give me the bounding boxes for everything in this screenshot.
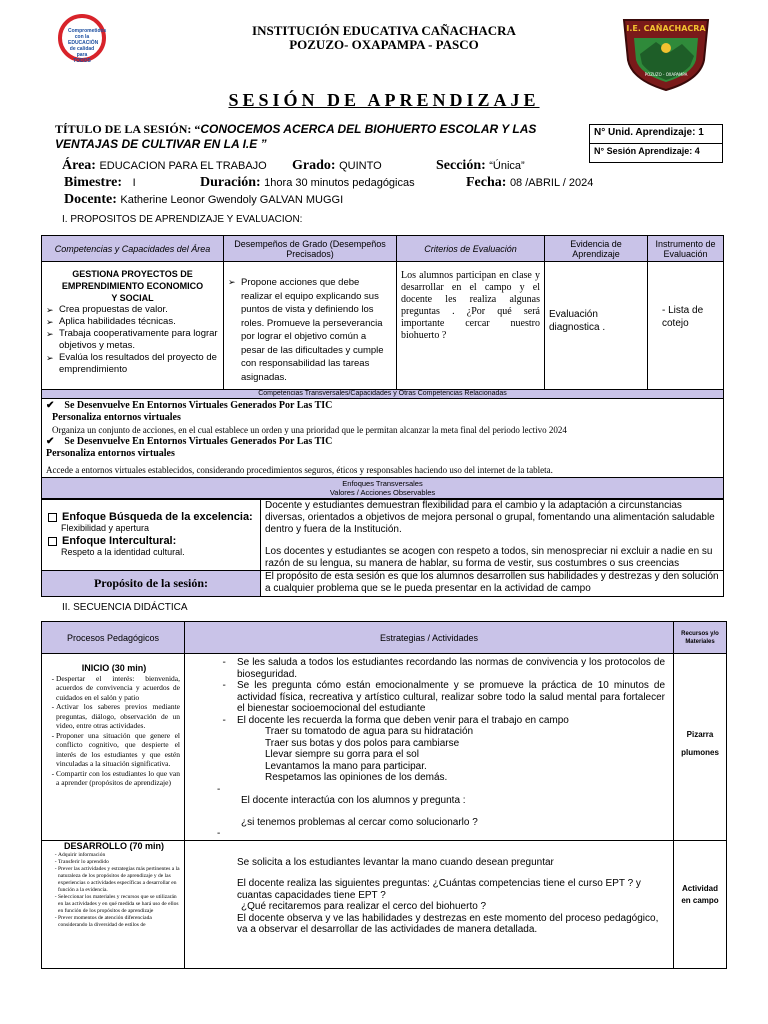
list-item: - Se les pregunta cómo están emocionalmente y se promueve la práctica de 10 minutos de actividad física, recreativa y artístico cultural, realizar sobre todo la salud mental para fortalecer el bienestar socioemocional del estudiante [237, 680, 665, 715]
session-title: SESIÓN DE APRENDIZAJE [228, 90, 540, 110]
recurso-actividad: Actividad [681, 883, 718, 893]
inicio-recursos-cell [674, 654, 727, 841]
unit-box [589, 124, 723, 163]
list-item: - Prever las actividades y estrategias más pertinentes a la naturaleza de los propósitos de aprendizaje y de las experiencias o actividades específicas a desarrollar en función a la evidencia. [58, 866, 180, 894]
section-1-heading: I. PROPOSITOS DE APRENDIZAJE Y EVALUACION: [62, 214, 303, 225]
evidencia-cell: Evaluación diagnostica . [545, 262, 648, 390]
inicio-list [189, 726, 665, 784]
th-instrumento: Instrumento de Evaluación [648, 236, 724, 262]
desempeno-cell [224, 262, 397, 390]
desarrollo-procesos-cell [42, 840, 185, 968]
bimestre-field: Bimestre: I [64, 175, 136, 190]
list-item: - Despertar el interés: bienvenida, acuerdos de convivencia y acuerdos de cuidados en el salón y patio [56, 674, 180, 703]
recurso-campo: en campo [681, 895, 719, 905]
propositos-table [41, 235, 724, 499]
list-item: ➢ Evalúa los resultados del proyecto de emprendimiento [46, 352, 219, 376]
list-item: Traer sus botas y dos polos para cambiarse [265, 737, 460, 749]
list-item: Levantamos la mano para participar. [265, 760, 427, 772]
transversal-2-sub: Personaliza entornos virtuales [46, 448, 175, 459]
school-name: INSTITUCIÓN EDUCATIVA CAÑACHACRA [252, 23, 516, 38]
list-item: Respetamos las opiniones de los demás. [265, 772, 448, 783]
enfoques-table [41, 499, 724, 597]
transversal-1-desc: Organiza un conjunto de acciones, en el cual establece un orden y una prioridad que le permitan alcanzar la meta final del periodo lectivo 2024 [52, 425, 567, 435]
transversales-header: Competencias Transversales/Capacidades y Otras Competencias Relacionadas [42, 390, 724, 399]
recurso-plumones: plumones [681, 748, 719, 757]
enfoque-1-desc: Docente y estudiantes demuestran flexibilidad para el cambio y la adaptación a circunstancias diversas, orientados a objetivos de mejora personal o grupal, fomentando una alimentación saludable dentro y fuera de la Institución. [265, 500, 715, 535]
transversales-cell [42, 399, 724, 478]
school-location: POZUZO- OXAPAMPA - PASCO [289, 37, 479, 52]
seccion-field: Sección: “Única” [436, 158, 525, 173]
enfoque-2-desc: Los docentes y estudiantes se acogen con respeto a todos, sin menospreciar ni excluir a nadie en su razón de su lengua, su manera de hablar, su forma de vestir, sus costumbres o sus creencias [265, 546, 713, 569]
desarrollo-p2: El docente realiza las siguientes preguntas: ¿Cuántas competencias tiene el curso EPT ? y cuantas capacidades tiene EPT ? [237, 878, 641, 901]
list-item: - Activar los saberes previos mediante preguntas, diálogo, observación de un video, entre otras actividades. [56, 702, 180, 731]
th-procesos: Procesos Pedagógicos [42, 622, 185, 654]
th-desempenos: Desempeños de Grado (Desempeños Precisados) [224, 236, 397, 262]
grado-field: Grado: QUINTO [292, 158, 382, 173]
instrumento-cell: - Lista de cotejo [648, 262, 724, 390]
enfoque-2-title: Enfoque Intercultural: [48, 536, 256, 547]
th-competencias: Competencias y Capacidades del Área [42, 236, 224, 262]
list-item: Traer su tomatodo de agua para su hidratación [265, 726, 474, 737]
fecha-field: Fecha: 08 /ABRIL / 2024 [466, 175, 594, 190]
list-item: ➢ Crea propuestas de valor. [46, 304, 219, 316]
inicio-q2: ¿si tenemos problemas al cercar como solucionarlo ? [241, 816, 478, 828]
inicio-q1: El docente interactúa con los alumnos y pregunta : [241, 795, 466, 806]
th-estrategias: Estrategias / Actividades [185, 622, 674, 654]
area-field: Área: EDUCACION PARA EL TRABAJO [62, 158, 267, 173]
enfoque-1-title: Enfoque Búsqueda de la excelencia: [48, 512, 256, 523]
proposito-label: Propósito de la sesión: [42, 571, 261, 597]
list-item: Llevar siempre su gorra para el sol [265, 749, 419, 760]
transversal-2-desc: Accede a entornos virtuales establecidos, considerando procedimientos seguros, éticos y responsables haciendo uso del internet de la tableta. [46, 465, 553, 475]
desarrollo-title: DESARROLLO (70 min) [63, 840, 164, 851]
inicio-procesos-cell [42, 654, 185, 841]
inicio-acts [189, 657, 665, 726]
secuencia-table [41, 621, 727, 969]
th-evidencia: Evidencia de Aprendizaje [545, 236, 648, 262]
desarrollo-actividades-cell [185, 840, 674, 968]
topic-text: CONOCEMOS ACERCA DEL BIOHUERTO ESCOLAR Y LAS VENTAJAS DE CULTIVAR EN LA I.E ” [55, 122, 537, 151]
crest-sub: POZUZO - OXAPAMPA [644, 72, 688, 77]
enfoques-header: Enfoques Transversales Valores / Acciones Observables [42, 478, 724, 499]
recurso-pizarra: Pizarra [686, 730, 714, 739]
section-2-heading: II. SECUENCIA DIDÁCTICA [62, 602, 188, 613]
enfoque-1-sub: Flexibilidad y apertura [61, 523, 150, 533]
list-item: ➢ Aplica habilidades técnicas. [46, 316, 219, 328]
transversal-1-sub: Personaliza entornos virtuales [52, 412, 181, 423]
docente-field: Docente: Katherine Leonor Gwendoly GALVAN MUGGI [64, 192, 344, 207]
list-item: - Transferir lo aprendido [58, 859, 180, 866]
desarrollo-items [48, 852, 180, 929]
desarrollo-p3: ¿Qué recitaremos para realizar el cerco del biohuerto ? [241, 901, 487, 912]
list-item: - El docente les recuerda la forma que deben venir para el trabajo en campo [237, 715, 665, 727]
list-item: - Prever momentos de atención diferenciada considerando la diversidad de estilos de [58, 915, 180, 929]
seal-left-text: Comprometidos con la EDUCACIÓN de calidad para TODOS [68, 28, 107, 64]
desarrollo-p4: El docente observa y ve las habilidades y destrezas en este momento del proceso pedagógico, va a observar el desarrollar de las actividades de manera detallada. [237, 912, 659, 935]
competencia-title: GESTIONA PROYECTOS DE EMPRENDIMIENTO ECONOMICO Y SOCIAL [61, 269, 204, 303]
proposito-text: El propósito de esta sesión es que los alumnos desarrollen sus habilidades y destrezas y den solución a cualquier problema que se le pueda presentar en la actividad de campo [261, 571, 724, 597]
enfoques-desc-cell [261, 500, 724, 571]
list-item: - Proponer una situación que genere el conflicto cognitivo, que despierte el interés de los estudiantes y que estén vinculadas a la situación significativa. [56, 731, 180, 769]
th-criterios: Criterios de Evaluación [397, 236, 545, 262]
list-item: - Compartir con los estudiantes lo que van a aprender (propósitos de aprendizaje) [56, 769, 180, 788]
list-item: - Se les saluda a todos los estudiantes recordando las normas de convivencia y los protocolos de bioseguridad. [237, 657, 665, 680]
th-recursos: Recursos y/o Materiales [674, 622, 727, 654]
topic-label: TÍTULO DE LA SESIÓN: “ [55, 122, 201, 136]
session-number: N° Sesión Aprendizaje: 4 [594, 146, 700, 156]
inicio-title: INICIO (30 min) [81, 663, 147, 673]
desempeno-text: ➢ Propone acciones que debe realizar el equipo explicando sus puntos de vista y definiendo los roles. Promueve la perseverancia por lograr el objetivo común a pesar de las dificultades y cumple con responsabilidad las tareas asignadas. [228, 276, 392, 384]
competencia-cell [42, 262, 224, 390]
transversal-2-title: ✔ Se Desenvuelve En Entornos Virtuales Generados Por Las TIC [46, 436, 333, 447]
transversal-1-title: ✔ Se Desenvuelve En Entornos Virtuales Generados Por Las TIC [46, 400, 333, 411]
desarrollo-recursos-cell [674, 840, 727, 968]
unit-number: N° Unid. Aprendizaje: 1 [590, 125, 722, 144]
school-crest-right [620, 14, 712, 92]
inicio-actividades-cell: - Se les saluda a todos los estudiantes recordando las normas de convivencia y los protocolos de bioseguridad. - Se les pregunta cómo están emocionalmente y se promueve la práctica de 10 minutos de actividad física, recreativa y artístico cultural, realizar sobre todo la salud mental para fortalecer el bienestar socioemocional del estudiante - El docente les recuerda la forma que deben venir para el trabajo en campo Traer su tomatodo de agua para su hidratación Traer sus botas y dos polos para cambiarse Llevar siempre su gorra para el sol Levantamos la mano para participar. Respetamos las opiniones de los demás. - El docente interactúa con los alumnos y pregunta : ¿si tenemos problemas al cercar como solucionarlo ? - [185, 654, 674, 841]
session-topic [55, 122, 555, 152]
enfoque-2-sub: Respeto a la identidad cultural. [61, 547, 185, 557]
list-item: - Adquirir información [58, 852, 180, 859]
desarrollo-p1: Se solicita a los estudiantes levantar la mano cuando desean preguntar [237, 856, 554, 868]
enfoques-cell [42, 500, 261, 571]
criterio-cell: Los alumnos participan en clase y desarrollar en el campo y el docente les realiza algunas preguntas . ¿Por qué será importante cercar nuestro biohuerto ? [397, 262, 545, 390]
list-item: ➢ Trabaja cooperativamente para lograr objetivos y metas. [46, 328, 219, 352]
crest-title: I.E. CAÑACHACRA [626, 24, 706, 33]
duracion-field: Duración: 1hora 30 minutos pedagógicas [200, 175, 415, 190]
capacidades-list [46, 304, 219, 376]
list-item: - Seleccionar los materiales y recursos que se utilizarán en las actividades y en qué medida se hará uso de ellos en función de los propósitos de aprendizaje [58, 894, 180, 915]
inicio-items [48, 674, 180, 788]
